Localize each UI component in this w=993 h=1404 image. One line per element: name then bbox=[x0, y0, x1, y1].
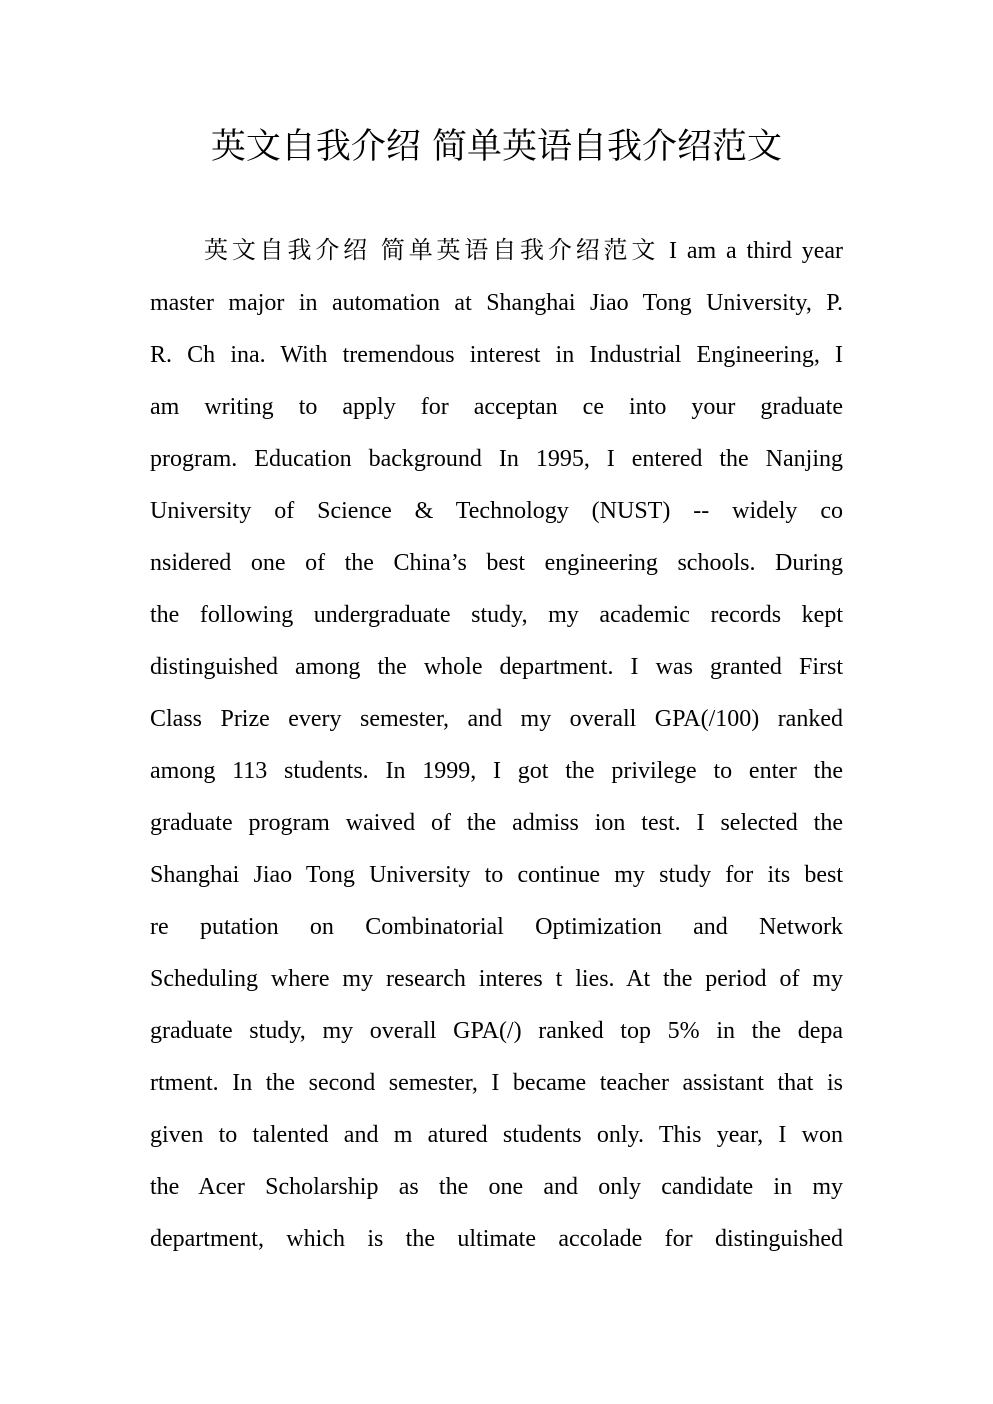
text-line: graduate program waived of the admiss ion test. I selected the bbox=[150, 810, 843, 836]
text-line: program. Education background In 1995, I entered the Nanjing bbox=[150, 446, 843, 472]
text-line: Scheduling where my research interes t lies. At the period of my bbox=[150, 966, 843, 992]
text-line: the following undergraduate study, my academic records kept bbox=[150, 602, 843, 628]
text-line: given to talented and m atured students only. This year, I won bbox=[150, 1122, 843, 1148]
text-line: distinguished among the whole department. I was granted First bbox=[150, 654, 843, 680]
text-line: R. Ch ina. With tremendous interest in Industrial Engineering, I bbox=[150, 342, 843, 368]
text-line: the Acer Scholarship as the one and only candidate in my bbox=[150, 1174, 843, 1200]
document-title: 英文自我介绍 简单英语自我介绍范文 bbox=[210, 127, 783, 167]
text-line: am writing to apply for acceptan ce into your graduate bbox=[150, 394, 843, 420]
text-line: department, which is the ultimate accolade for distinguished bbox=[150, 1226, 843, 1252]
text-line: re putation on Combinatorial Optimization and Network bbox=[150, 914, 843, 940]
text-line: University of Science & Technology (NUST) -- widely co bbox=[150, 498, 843, 524]
text-line: nsidered one of the China’s best engineering schools. During bbox=[150, 550, 843, 576]
document-body bbox=[150, 225, 843, 1265]
text-line: Class Prize every semester, and my overall GPA(/100) ranked bbox=[150, 706, 843, 732]
text-line: master major in automation at Shanghai Jiao Tong University, P. bbox=[150, 290, 843, 316]
text-line: graduate study, my overall GPA(/) ranked top 5% in the depa bbox=[150, 1018, 843, 1044]
text-line: 英文自我介绍 简单英语自我介绍范文 I am a third year bbox=[204, 238, 843, 264]
text-line: rtment. In the second semester, I became teacher assistant that is bbox=[150, 1070, 843, 1096]
text-line: among 113 students. In 1999, I got the privilege to enter the bbox=[150, 758, 843, 784]
text-line: Shanghai Jiao Tong University to continue my study for its best bbox=[150, 862, 843, 888]
